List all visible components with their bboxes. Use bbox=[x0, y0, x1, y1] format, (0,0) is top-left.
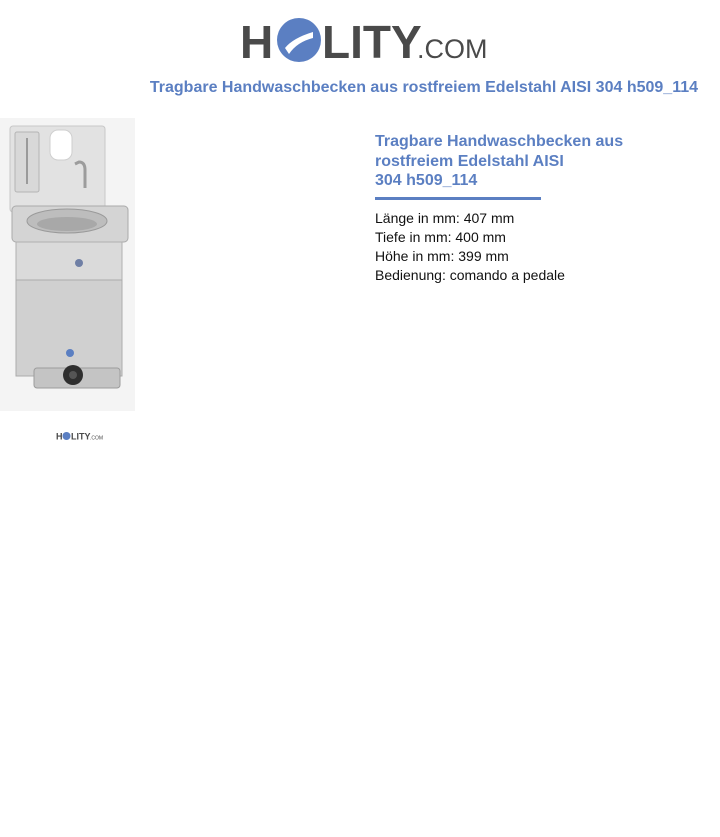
holity-small-logo bbox=[56, 431, 104, 442]
spec-height: Höhe in mm: 399 mm bbox=[375, 247, 509, 264]
product-image bbox=[0, 118, 135, 411]
product-title bbox=[375, 132, 675, 191]
svg-text:H: H bbox=[56, 431, 63, 442]
product-title-line: 304 h509_114 bbox=[375, 172, 478, 189]
svg-text:.COM: .COM bbox=[417, 34, 488, 64]
svg-text:H: H bbox=[240, 16, 274, 68]
holity-logo bbox=[240, 14, 488, 68]
spec-length: Länge in mm: 407 mm bbox=[375, 209, 515, 226]
product-title-line: rostfreiem Edelstahl AISI bbox=[375, 152, 564, 170]
svg-text:LITY: LITY bbox=[322, 16, 422, 68]
svg-text:LITY: LITY bbox=[71, 431, 91, 442]
product-info bbox=[375, 132, 675, 285]
title-underline bbox=[375, 197, 541, 200]
spec-depth: Tiefe in mm: 400 mm bbox=[375, 228, 506, 245]
spec-list bbox=[375, 209, 675, 285]
svg-text:.COM: .COM bbox=[90, 435, 104, 442]
page-title: Tragbare Handwaschbecken aus rostfreiem Edelstahl AISI 304 h509_114 bbox=[149, 79, 698, 96]
product-title-line: Tragbare Handwaschbecken aus bbox=[375, 133, 624, 150]
spec-operation: Bedienung: comando a pedale bbox=[375, 266, 565, 283]
